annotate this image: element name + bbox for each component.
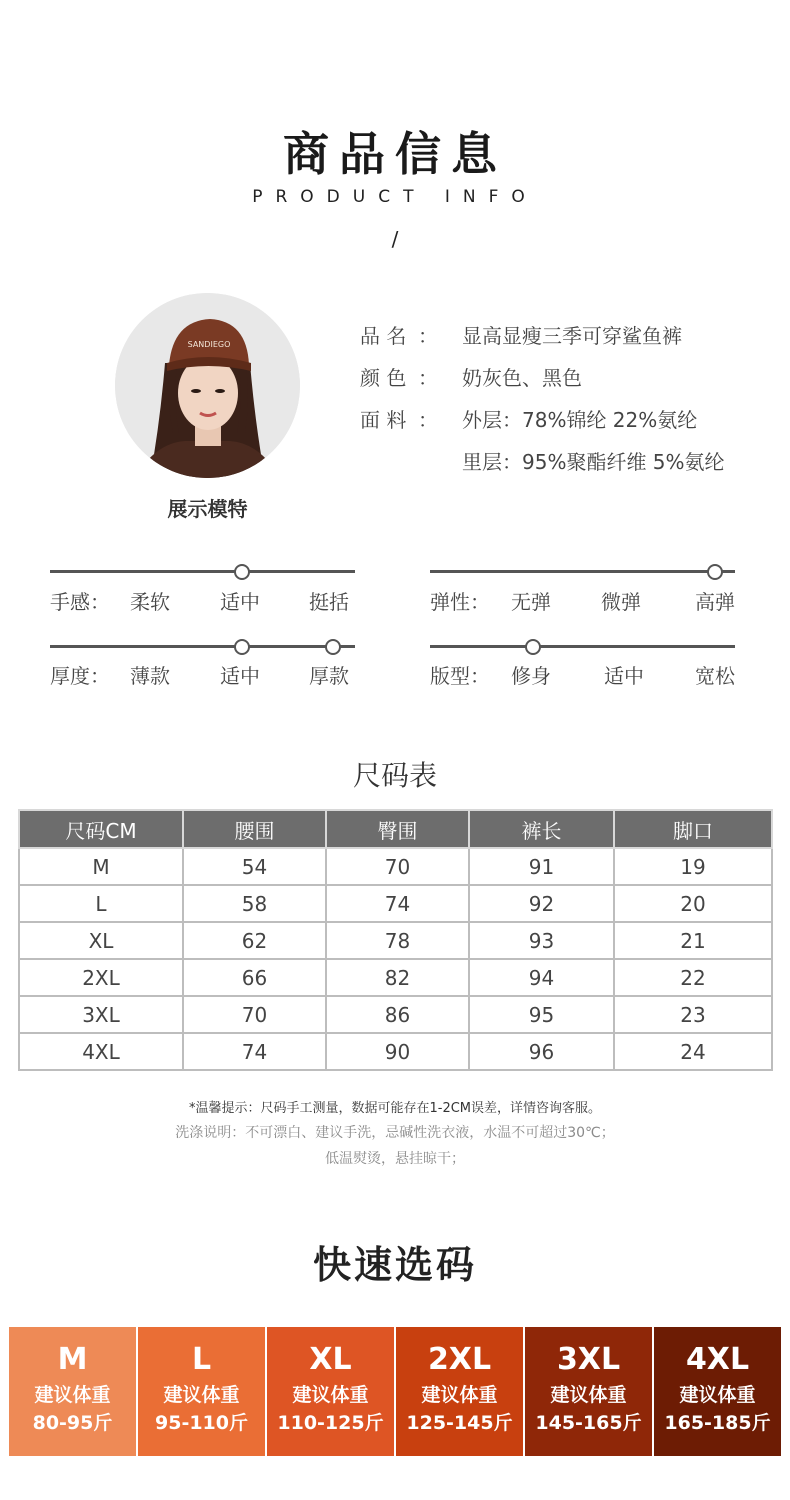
quick-weight-label: 建议体重: [679, 1384, 756, 1406]
feel-option-stiff: 挺括: [309, 590, 349, 614]
info-key: 颜 色: [360, 366, 407, 390]
table-cell: 74: [326, 885, 469, 922]
thickness-label: 厚度：: [50, 664, 110, 688]
col-header: 尺码CM: [19, 810, 183, 848]
table-cell: 92: [469, 885, 614, 922]
table-cell: 19: [614, 848, 772, 885]
table-cell: 2XL: [19, 959, 183, 996]
table-row: [19, 922, 772, 959]
info-colon: ：: [418, 408, 438, 432]
table-cell: 22: [614, 959, 772, 996]
table-cell: 94: [469, 959, 614, 996]
quick-weight-range: 145-165斤: [535, 1412, 642, 1434]
page-title: 商品信息: [283, 127, 507, 181]
thickness-option-medium: 适中: [220, 664, 260, 688]
feel-label: 手感：: [50, 590, 110, 614]
thickness-option-thin: 薄款: [130, 664, 170, 688]
model-photo: [115, 293, 300, 478]
quick-size-4xl: [654, 1327, 781, 1456]
stretch-label: 弹性：: [430, 590, 490, 614]
table-cell: 24: [614, 1033, 772, 1070]
size-table: [18, 809, 773, 1071]
info-row-lining: [462, 446, 725, 475]
page-subtitle: PRODUCT INFO: [252, 187, 538, 207]
quick-select-title: 快速选码: [312, 1243, 477, 1287]
table-cell: 96: [469, 1033, 614, 1070]
feel-knob-mid: [234, 564, 250, 580]
info-value: 里层：95%聚酯纤维 5%氨纶: [462, 450, 725, 474]
quick-weight-range: 110-125斤: [277, 1412, 384, 1434]
table-cell: M: [19, 848, 183, 885]
size-table-header: [19, 810, 772, 848]
table-cell: 90: [326, 1033, 469, 1070]
quick-size-label: 3XL: [556, 1342, 621, 1377]
table-cell: 54: [183, 848, 326, 885]
table-cell: 78: [326, 922, 469, 959]
thickness-knob-mid: [234, 639, 250, 655]
col-header: 臀围: [326, 810, 469, 848]
col-header: 腰围: [183, 810, 326, 848]
feel-option-soft: 柔软: [130, 590, 170, 614]
stretch-option-high: 高弹: [695, 590, 735, 614]
table-cell: 20: [614, 885, 772, 922]
table-row: [19, 1033, 772, 1070]
size-table-title: 尺码表: [352, 759, 437, 792]
info-key: 面 料: [360, 408, 407, 432]
fit-label: 版型：: [430, 664, 490, 688]
table-cell: 21: [614, 922, 772, 959]
table-cell: 82: [326, 959, 469, 996]
quick-size-m: [9, 1327, 136, 1456]
table-cell: 74: [183, 1033, 326, 1070]
info-row-name: [360, 320, 682, 349]
model-label: 展示模特: [167, 497, 248, 521]
table-row: [19, 959, 772, 996]
model-avatar: [115, 293, 300, 478]
info-row-color: [360, 362, 582, 391]
table-cell: 91: [469, 848, 614, 885]
table-cell: L: [19, 885, 183, 922]
fit-option-regular: 适中: [604, 664, 644, 688]
table-cell: XL: [19, 922, 183, 959]
table-cell: 93: [469, 922, 614, 959]
wash-instructions: 洗涤说明：不可漂白、建议手洗，忌碱性洗衣液，水温不可超过30℃；: [175, 1125, 615, 1141]
table-cell: 4XL: [19, 1033, 183, 1070]
table-cell: 23: [614, 996, 772, 1033]
quick-size-label: M: [57, 1342, 88, 1377]
stretch-option-slight: 微弹: [601, 590, 641, 614]
info-value: 显高显瘦三季可穿鲨鱼裤: [462, 324, 682, 348]
quick-weight-label: 建议体重: [34, 1384, 111, 1406]
quick-size-l: [138, 1327, 265, 1456]
stretch-knob-high: [707, 564, 723, 580]
table-cell: 70: [183, 996, 326, 1033]
table-cell: 95: [469, 996, 614, 1033]
table-cell: 66: [183, 959, 326, 996]
info-key: 品 名: [360, 324, 407, 348]
table-cell: 86: [326, 996, 469, 1033]
info-value: 奶灰色、黑色: [462, 366, 582, 390]
cap-logo: SANDIEGO: [187, 340, 231, 349]
quick-weight-range: 80-95斤: [32, 1412, 113, 1434]
fit-track: [430, 645, 735, 648]
thickness-knob-thick: [325, 639, 341, 655]
thickness-option-thick: 厚款: [309, 664, 349, 688]
quick-weight-label: 建议体重: [550, 1384, 627, 1406]
table-cell: 62: [183, 922, 326, 959]
stretch-option-none: 无弹: [511, 590, 551, 614]
info-colon: ：: [418, 324, 438, 348]
quick-weight-label: 建议体重: [292, 1384, 369, 1406]
table-row: [19, 848, 772, 885]
fit-option-loose: 宽松: [695, 664, 735, 688]
quick-size-3xl: [525, 1327, 652, 1456]
feel-option-medium: 适中: [220, 590, 260, 614]
quick-size-label: 2XL: [427, 1342, 492, 1377]
quick-size-label: L: [191, 1342, 212, 1377]
stretch-track: [430, 570, 735, 573]
quick-weight-label: 建议体重: [421, 1384, 498, 1406]
quick-weight-range: 95-110斤: [155, 1412, 248, 1434]
quick-size-xl: [267, 1327, 394, 1456]
table-row: [19, 996, 772, 1033]
thickness-track: [50, 645, 355, 648]
info-value: 外层：78%锦纶 22%氨纶: [462, 408, 698, 432]
quick-size-2xl: [396, 1327, 523, 1456]
col-header: 脚口: [614, 810, 772, 848]
title-divider: /: [391, 227, 399, 251]
quick-size-label: XL: [309, 1342, 352, 1377]
col-header: 裤长: [469, 810, 614, 848]
fit-knob-slim: [525, 639, 541, 655]
measure-tip: *温馨提示：尺码手工测量，数据可能存在1-2CM误差，详情咨询客服。: [188, 1101, 602, 1116]
ironing-instructions: 低温熨烫，悬挂晾干；: [325, 1151, 465, 1167]
quick-size-label: 4XL: [685, 1342, 750, 1377]
info-row-fabric: [360, 404, 697, 433]
quick-weight-range: 165-185斤: [664, 1412, 771, 1434]
feel-track: [50, 570, 355, 573]
quick-weight-label: 建议体重: [163, 1384, 240, 1406]
table-cell: 3XL: [19, 996, 183, 1033]
info-colon: ：: [418, 366, 438, 390]
table-cell: 58: [183, 885, 326, 922]
fit-option-slim: 修身: [511, 664, 551, 688]
table-cell: 70: [326, 848, 469, 885]
quick-weight-range: 125-145斤: [406, 1412, 513, 1434]
table-row: [19, 885, 772, 922]
